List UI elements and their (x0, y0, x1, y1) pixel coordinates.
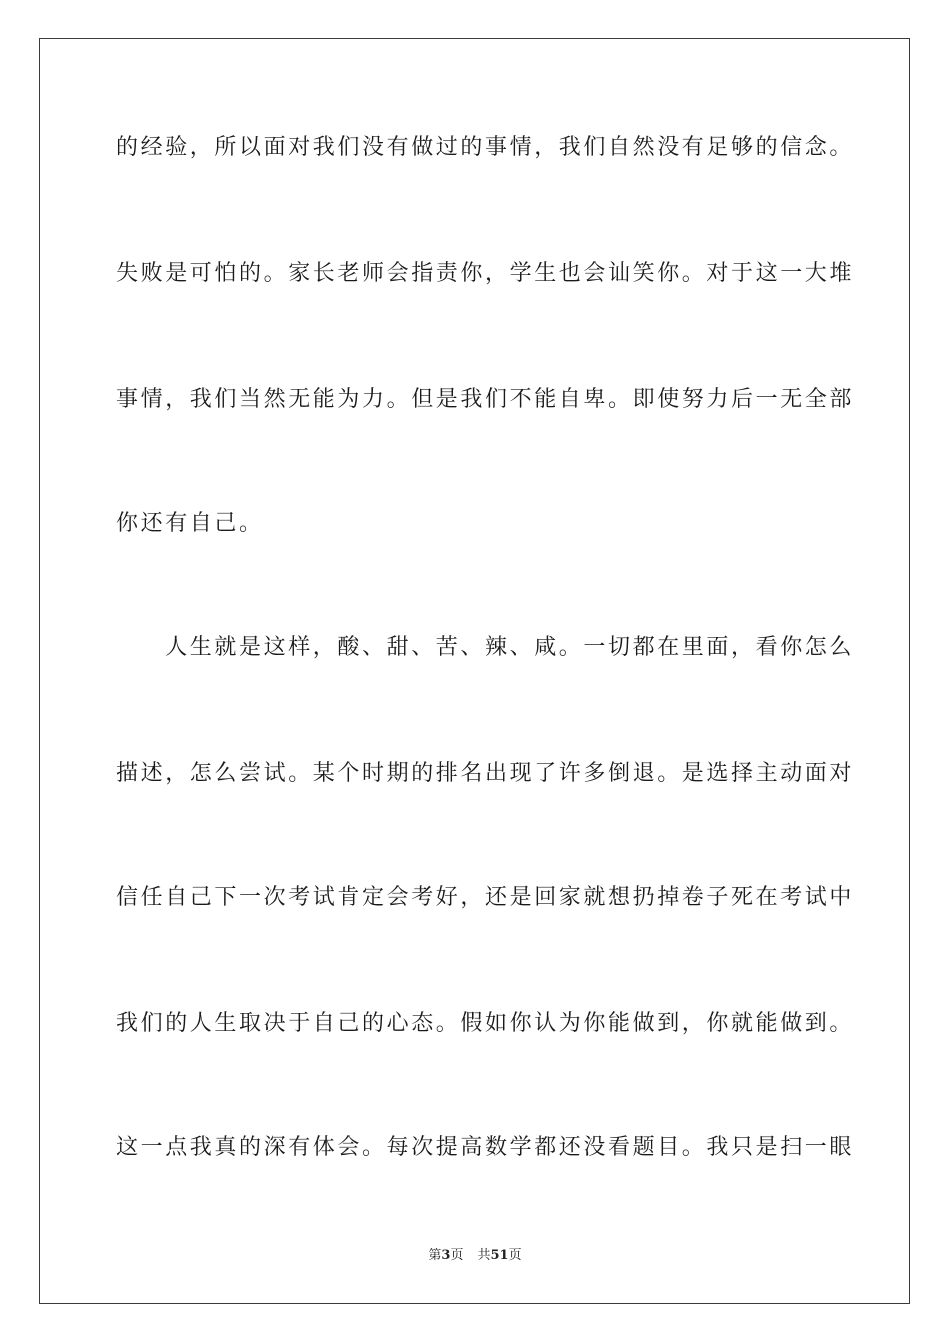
text-line-6: 描述，怎么尝试。某个时期的排名出现了许多倒退。是选择主动面对 (116, 761, 855, 786)
text-line-3: 事情，我们当然无能为力。但是我们不能自卑。即使努力后一无全部 (116, 387, 855, 412)
total-label-suffix: 页 (508, 1248, 522, 1263)
page-number: 3 (441, 1248, 451, 1263)
page-footer (0, 1247, 950, 1265)
total-pages: 51 (490, 1248, 509, 1263)
text-line-1: 的经验，所以面对我们没有做过的事情，我们自然没有足够的信念。 (116, 135, 855, 160)
text-line-8: 我们的人生取决于自己的心态。假如你认为你能做到，你就能做到。 (116, 1011, 855, 1036)
page-label-prefix: 第 (428, 1248, 442, 1263)
page-border (39, 38, 910, 1304)
text-line-7: 信任自己下一次考试肯定会考好，还是回家就想扔掉卷子死在考试中 (116, 885, 855, 910)
text-line-2: 失败是可怕的。家长老师会指责你，学生也会讪笑你。对于这一大堆 (116, 261, 855, 286)
text-line-9: 这一点我真的深有体会。每次提高数学都还没看题目。我只是扫一眼 (116, 1135, 855, 1160)
total-label-prefix: 共 (477, 1248, 491, 1263)
text-line-5: 人生就是这样，酸、甜、苦、辣、咸。一切都在里面，看你怎么 (116, 635, 855, 660)
page-label-suffix: 页 (450, 1248, 464, 1263)
text-line-4: 你还有自己。 (116, 511, 264, 536)
